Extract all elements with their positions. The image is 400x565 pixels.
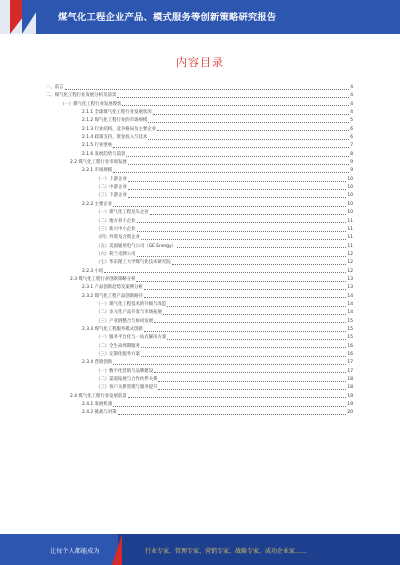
toc-entry-page: 13 xyxy=(347,285,353,291)
footer-red-separator xyxy=(112,534,122,565)
toc-entry-label: 2.3.4 营销创新 xyxy=(82,359,113,367)
toc-entry[interactable] xyxy=(46,167,353,175)
table-of-contents xyxy=(46,84,353,418)
toc-leader-dots xyxy=(177,247,346,248)
toc-entry[interactable] xyxy=(46,309,353,317)
toc-entry-label: 2.1.6 发展趋势与前景 xyxy=(82,151,126,159)
toc-leader-dots xyxy=(113,406,346,407)
toc-entry[interactable] xyxy=(46,84,353,92)
toc-entry-page: 4 xyxy=(350,101,353,107)
toc-entry[interactable] xyxy=(46,176,353,184)
toc-entry-page: 13 xyxy=(347,276,353,282)
toc-leader-dots xyxy=(172,264,347,265)
toc-entry-label: （二）地方骨干企业 xyxy=(96,218,137,226)
toc-entry-label: （四）外资及合资企业 xyxy=(96,234,141,242)
toc-entry[interactable] xyxy=(46,251,353,259)
toc-entry-label: 二、煤气化工程行业发展分析及前景 xyxy=(46,92,117,100)
report-title: 煤气化工程企业产品、模式服务等创新策略研究报告 xyxy=(58,12,277,23)
toc-leader-dots xyxy=(141,239,346,240)
toc-entry[interactable] xyxy=(46,184,353,192)
toc-leader-dots xyxy=(137,256,347,257)
toc-entry-label: （三）客户关系管理与服务提升 xyxy=(96,384,158,392)
toc-entry-page: 4 xyxy=(350,110,353,116)
header-blue-accent xyxy=(22,0,44,34)
toc-entry-page: 17 xyxy=(347,360,353,366)
toc-leader-dots xyxy=(158,381,346,382)
toc-entry-page: 20 xyxy=(347,410,353,416)
toc-entry-page: 18 xyxy=(347,385,353,391)
toc-entry-label: （一）煤气化工程行业发展现状 xyxy=(60,101,122,109)
toc-leader-dots xyxy=(150,214,347,215)
toc-leader-dots xyxy=(153,114,350,115)
toc-entry-page: 15 xyxy=(347,326,353,332)
toc-entry-label: （七）华东理工大学煤气化技术研究院 xyxy=(96,259,172,267)
toc-leader-dots xyxy=(141,356,346,357)
toc-leader-dots xyxy=(154,322,346,323)
toc-entry-label: （二）渠道拓展与合作伙伴关系 xyxy=(96,376,158,384)
toc-entry-label: （三）定制化服务方案 xyxy=(96,351,141,359)
toc-entry[interactable] xyxy=(46,301,353,309)
toc-entry[interactable] xyxy=(46,92,353,100)
toc-entry-page: 11 xyxy=(347,235,353,241)
toc-entry-page: 4 xyxy=(350,93,353,99)
toc-leader-dots xyxy=(144,297,347,298)
toc-entry-label: （一）上游企业 xyxy=(96,176,128,184)
toc-heading: 内容目录 xyxy=(176,56,224,69)
toc-entry-label: 2.1.2 煤气化工程行业的市场规模 xyxy=(82,117,148,125)
toc-entry[interactable] xyxy=(46,226,353,234)
toc-entry-label: 一、前言 xyxy=(46,84,65,92)
toc-entry[interactable] xyxy=(46,401,353,409)
toc-entry-page: 14 xyxy=(347,301,353,307)
toc-entry-label: （二）全生命周期服务 xyxy=(96,343,141,351)
toc-entry-page: 9 xyxy=(350,168,353,174)
toc-entry-page: 12 xyxy=(347,251,353,257)
toc-leader-dots xyxy=(167,306,346,307)
toc-entry[interactable] xyxy=(46,318,353,326)
toc-entry-label: 2.2.2 主要企业 xyxy=(82,201,113,209)
toc-entry-label: （一）煤气化工程龙头企业 xyxy=(96,209,150,217)
toc-entry[interactable] xyxy=(46,326,353,334)
toc-entry-page: 6 xyxy=(350,135,353,141)
toc-leader-dots xyxy=(122,105,349,106)
toc-entry[interactable] xyxy=(46,234,353,242)
toc-leader-dots xyxy=(104,272,346,273)
toc-entry-page: 6 xyxy=(350,126,353,132)
toc-leader-dots xyxy=(128,164,350,165)
toc-entry-page: 15 xyxy=(347,335,353,341)
toc-entry-label: （二）多元化产品开发与市场拓展 xyxy=(96,309,163,317)
toc-leader-dots xyxy=(113,172,349,173)
toc-entry[interactable] xyxy=(46,368,353,376)
toc-leader-dots xyxy=(128,197,347,198)
toc-entry[interactable] xyxy=(46,259,353,267)
toc-leader-dots xyxy=(113,364,346,365)
toc-entry-label: 2.1.4 政策支持、资金投入与技术 xyxy=(82,134,148,142)
toc-entry[interactable] xyxy=(46,134,353,142)
toc-leader-dots xyxy=(128,397,347,398)
toc-leader-dots xyxy=(118,414,347,415)
toc-leader-dots xyxy=(113,147,349,148)
toc-entry-label: 2.2.3 小结 xyxy=(82,268,104,276)
toc-entry-label: 2.3.2 煤气化工程产品创新路径 xyxy=(82,293,144,301)
toc-leader-dots xyxy=(148,139,349,140)
toc-leader-dots xyxy=(126,156,349,157)
toc-entry[interactable] xyxy=(46,209,353,217)
toc-leader-dots xyxy=(157,130,349,131)
toc-entry-page: 10 xyxy=(347,201,353,207)
toc-entry-label: 2.3.1 产品创新趋势及案例分析 xyxy=(82,284,144,292)
toc-leader-dots xyxy=(163,314,347,315)
toc-entry[interactable] xyxy=(46,393,353,401)
toc-entry-label: 2.1.5 行业壁垒 xyxy=(82,142,113,150)
toc-entry[interactable] xyxy=(46,117,353,125)
toc-entry-label: （六）荷兰壳牌公司 xyxy=(96,251,137,259)
toc-leader-dots xyxy=(154,372,346,373)
toc-entry-label: （一）煤气化工程技术的升级与改造 xyxy=(96,301,167,309)
toc-entry-page: 12 xyxy=(347,268,353,274)
toc-entry-page: 19 xyxy=(347,402,353,408)
toc-entry-page: 17 xyxy=(347,368,353,374)
toc-entry-label: （一）服务平台化与一站式解决方案 xyxy=(96,334,167,342)
toc-entry-page: 11 xyxy=(347,243,353,249)
toc-entry-label: 2.2.1 市场规模 xyxy=(82,167,113,175)
toc-entry-page: 10 xyxy=(347,193,353,199)
toc-entry-label: （三）下游企业 xyxy=(96,192,128,200)
toc-entry-page: 16 xyxy=(347,343,353,349)
toc-entry[interactable] xyxy=(46,268,353,276)
toc-leader-dots xyxy=(128,189,347,190)
toc-entry-label: （三）产业链整合与协同发展 xyxy=(96,318,154,326)
toc-entry-page: 9 xyxy=(350,160,353,166)
toc-entry-page: 16 xyxy=(347,352,353,357)
toc-entry[interactable] xyxy=(46,343,353,351)
toc-entry-label: 2.4.1 发展机遇 xyxy=(82,401,113,409)
toc-entry-page: 19 xyxy=(347,393,353,399)
toc-entry-label: （三）新兴中小企业 xyxy=(96,226,137,234)
toc-leader-dots xyxy=(141,347,346,348)
toc-entry-page: 11 xyxy=(347,226,353,232)
toc-entry-page: 14 xyxy=(347,310,353,316)
toc-leader-dots xyxy=(113,206,346,207)
footer-left-text: 让每个人都能成为 xyxy=(50,548,100,555)
toc-entry-label: （五）美国通用电气公司（GE Energy） xyxy=(96,243,177,251)
toc-entry[interactable] xyxy=(46,334,353,342)
toc-entry-label: 2.1.3 行业结构、竞争格局及主要企业 xyxy=(82,126,157,134)
toc-leader-dots xyxy=(65,89,350,90)
toc-entry-label: 2.3 煤气化工程行业创新策略分析 xyxy=(70,276,136,284)
footer-right-text: 行业专家、管理专家、营销专家、战略专家、成功企业家…… xyxy=(145,548,308,555)
toc-entry-page: 4 xyxy=(350,85,353,90)
toc-entry-page: 7 xyxy=(350,143,353,149)
toc-entry-page: 10 xyxy=(347,176,353,182)
toc-entry[interactable] xyxy=(46,293,353,301)
toc-entry-page: 10 xyxy=(347,210,353,216)
toc-leader-dots xyxy=(117,97,349,98)
toc-entry-label: 2.4.2 挑战与对策 xyxy=(82,409,118,417)
toc-entry-page: 15 xyxy=(347,318,353,324)
toc-entry[interactable] xyxy=(46,192,353,200)
toc-entry-page: 10 xyxy=(347,185,353,191)
toc-entry[interactable] xyxy=(46,351,353,359)
toc-entry-page: 12 xyxy=(347,260,353,266)
toc-entry[interactable] xyxy=(46,201,353,209)
toc-leader-dots xyxy=(128,181,347,182)
toc-leader-dots xyxy=(136,281,346,282)
toc-leader-dots xyxy=(137,231,347,232)
toc-entry-page: 5 xyxy=(350,118,353,124)
toc-leader-dots xyxy=(158,389,346,390)
toc-leader-dots xyxy=(148,122,349,123)
toc-entry[interactable] xyxy=(46,276,353,284)
toc-leader-dots xyxy=(144,331,347,332)
toc-entry[interactable] xyxy=(46,359,353,367)
toc-entry-label: 2.2 煤气化工程行业市场发展 xyxy=(70,159,128,167)
toc-entry-label: 2.1.1 全球煤气化工程行业发展状况 xyxy=(82,109,153,117)
toc-entry-page: 14 xyxy=(347,293,353,299)
toc-entry[interactable] xyxy=(46,142,353,150)
toc-entry[interactable] xyxy=(46,109,353,117)
toc-entry[interactable] xyxy=(46,409,353,417)
toc-entry-page: 11 xyxy=(347,218,353,224)
toc-entry-label: 2.3.3 煤气化工程服务模式创新 xyxy=(82,326,144,334)
toc-entry[interactable] xyxy=(46,126,353,134)
toc-entry[interactable] xyxy=(46,159,353,167)
toc-leader-dots xyxy=(144,289,347,290)
toc-entry-label: 2.4 煤气化工程行业发展前景 xyxy=(70,393,128,401)
toc-entry-label: （二）中游企业 xyxy=(96,184,128,192)
toc-entry[interactable] xyxy=(46,218,353,226)
toc-leader-dots xyxy=(137,222,347,223)
toc-entry-page: 8 xyxy=(350,151,353,157)
toc-entry-page: 18 xyxy=(347,377,353,383)
toc-entry[interactable] xyxy=(46,384,353,392)
toc-entry[interactable] xyxy=(46,243,353,251)
toc-leader-dots xyxy=(167,339,346,340)
toc-entry[interactable] xyxy=(46,151,353,159)
toc-entry[interactable] xyxy=(46,284,353,292)
toc-entry[interactable] xyxy=(46,101,353,109)
toc-entry-label: （一）数字化营销与品牌建设 xyxy=(96,368,154,376)
toc-entry[interactable] xyxy=(46,376,353,384)
